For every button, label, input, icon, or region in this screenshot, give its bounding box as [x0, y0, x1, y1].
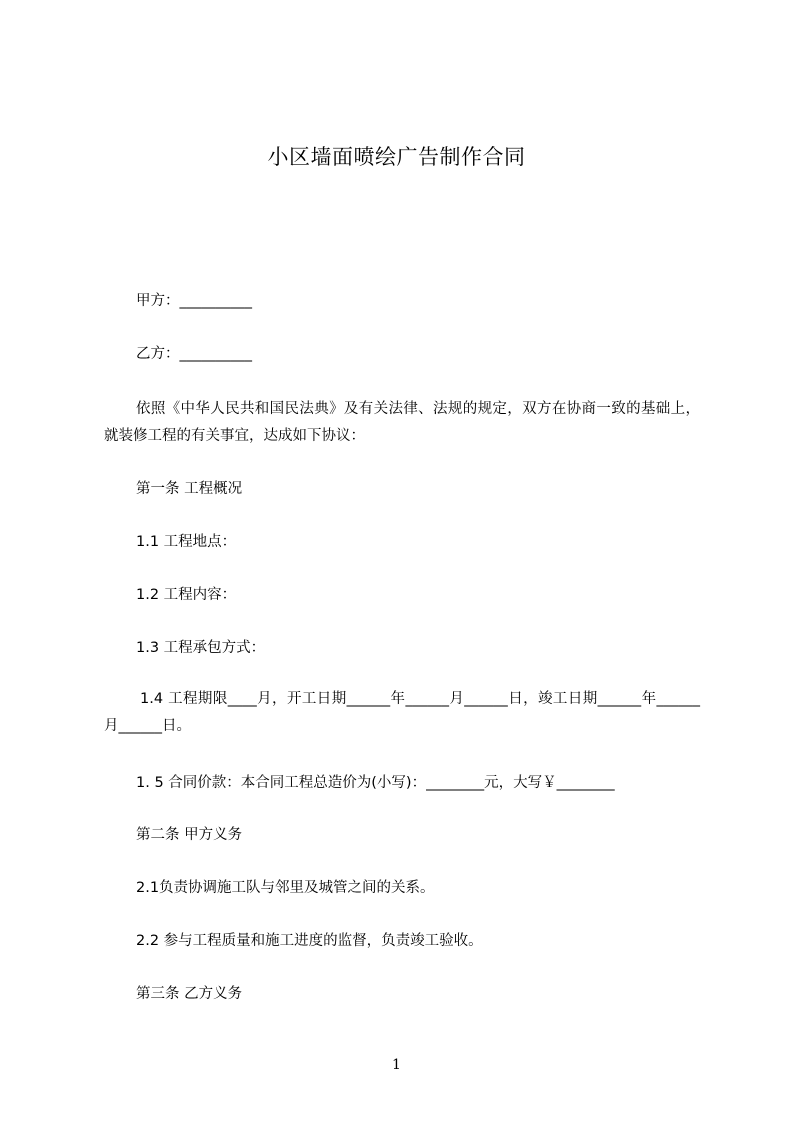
article-1-heading: 第一条 工程概况: [136, 481, 243, 497]
clause-1-2: 1.2 工程内容：: [136, 587, 237, 603]
party-b-line: 乙方：__________: [136, 346, 252, 362]
clause-1-1: 1.1 工程地点：: [136, 534, 237, 550]
party-a-line: 甲方：__________: [136, 293, 252, 309]
clause-1-5: 1. 5 合同价款：本合同工程总造价为(小写)：________元，大写￥________: [136, 775, 615, 791]
clause-2-1: 2.1负责协调施工队与邻里及城管之间的关系。: [136, 880, 435, 896]
article-3-heading: 第三条 乙方义务: [136, 986, 243, 1002]
clause-1-4: 1.4 工程期限____月，开工日期______年______月______日，竣工日期______年______月______日。: [104, 691, 700, 734]
clause-2-2: 2.2 参与工程质量和施工进度的监督，负责竣工验收。: [136, 933, 483, 949]
preamble-paragraph: 依照《中华人民共和国民法典》及有关法律、法规的规定，双方在协商一致的基础上，就装修工程的有关事宜，达成如下协议：: [104, 401, 700, 444]
document-title: 小区墙面喷绘广告制作合同: [267, 145, 526, 169]
clause-1-3: 1.3 工程承包方式：: [136, 640, 266, 656]
page-number: 1: [392, 1057, 401, 1073]
article-2-heading: 第二条 甲方义务: [136, 827, 243, 843]
